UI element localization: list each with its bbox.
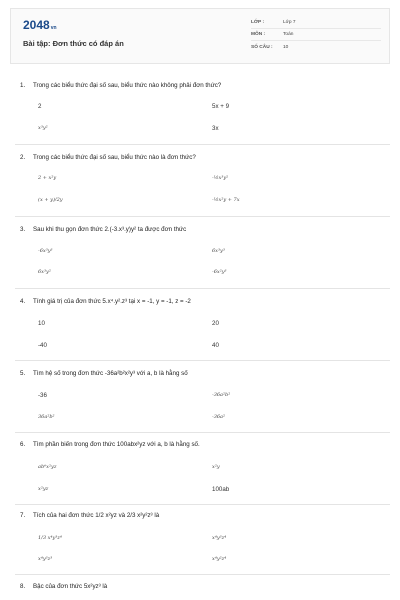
option-b[interactable]: -½x³y² — [212, 175, 229, 181]
option-a[interactable]: 10 — [38, 320, 45, 327]
question-divider — [15, 360, 390, 361]
option-c[interactable]: 6x³y² — [38, 269, 51, 275]
meta-key: LỚP : — [251, 20, 265, 25]
option-d[interactable]: 100ab — [212, 486, 230, 493]
question-text: Tìm phần biến trong đơn thức 100abx²yz với a, b là hằng số. — [33, 441, 200, 448]
option-b[interactable]: x⁴y³z⁴ — [212, 535, 227, 541]
question-3 — [20, 225, 390, 234]
question-2 — [20, 153, 390, 162]
option-c[interactable]: 36a²b² — [38, 414, 55, 420]
logo-suffix: vn — [50, 25, 57, 31]
question-number: 5. — [20, 370, 26, 377]
meta-key: SỐ CÂU : — [251, 44, 273, 50]
question-number: 6. — [20, 441, 26, 448]
question-1 — [20, 81, 390, 90]
meta-value: Toán — [283, 32, 294, 37]
option-b[interactable]: 20 — [212, 320, 219, 327]
option-d[interactable]: 3x — [212, 125, 219, 132]
option-d[interactable]: -½x²y + 7x — [212, 197, 240, 203]
question-number: 2. — [20, 154, 26, 161]
question-text: Bậc của đơn thức 5x²yz³ là — [33, 583, 108, 590]
option-c[interactable]: -40 — [38, 342, 47, 349]
question-5 — [20, 369, 390, 378]
option-d[interactable]: 40 — [212, 342, 219, 349]
question-text: Trong các biểu thức đại số sau, biểu thức nào không phải đơn thức? — [33, 82, 222, 89]
question-number: 4. — [20, 298, 26, 305]
option-b[interactable]: x²y — [212, 464, 220, 470]
logo-text: 2048 — [23, 18, 50, 32]
site-logo[interactable] — [23, 18, 57, 32]
option-b[interactable]: 5x + 9 — [212, 103, 230, 110]
document-meta — [251, 17, 381, 53]
question-7 — [20, 511, 390, 520]
meta-key: MÔN : — [251, 32, 266, 37]
question-number: 7. — [20, 512, 26, 519]
option-c[interactable]: x⁴y³z³ — [38, 556, 53, 562]
meta-value: Lớp 7 — [283, 20, 296, 25]
question-8 — [20, 582, 390, 591]
option-d[interactable]: -36a² — [212, 414, 226, 420]
option-a[interactable]: 2 + x²y — [38, 175, 57, 181]
meta-row-subject — [251, 29, 381, 41]
option-d[interactable]: -6x²y³ — [212, 269, 227, 275]
question-divider — [15, 144, 390, 145]
document-header — [10, 8, 390, 64]
question-divider — [15, 288, 390, 289]
meta-row-class — [251, 17, 381, 29]
question-text: Tìm hệ số trong đơn thức -36a²b²x²y³ với a, b là hằng số — [33, 370, 188, 377]
document-title: Bài tập: Đơn thức có đáp án — [23, 39, 124, 48]
question-divider — [15, 216, 390, 217]
question-text: Sau khi thu gọn đơn thức 2.(-3.x³.y)y² ta được đơn thức — [33, 226, 187, 233]
option-a[interactable]: -36 — [38, 392, 47, 399]
question-number: 8. — [20, 583, 26, 590]
option-b[interactable]: -36a²b² — [212, 392, 231, 398]
option-c[interactable]: (x + y)/2y — [38, 197, 63, 203]
option-d[interactable]: x⁴y²z⁴ — [212, 556, 227, 562]
option-a[interactable]: 1/3 x⁴y³z⁴ — [38, 535, 62, 541]
meta-row-count — [251, 41, 381, 53]
question-number: 3. — [20, 226, 26, 233]
option-a[interactable]: -6x³y³ — [38, 248, 53, 254]
question-4 — [20, 297, 390, 306]
option-c[interactable]: x²yz — [38, 486, 49, 492]
option-c[interactable]: x³y² — [38, 125, 48, 131]
question-text: Tích của hai đơn thức 1/2 x²yz và 2/3 x²y²z³ là — [33, 512, 160, 519]
question-text: Trong các biểu thức đại số sau, biểu thức nào là đơn thức? — [33, 154, 196, 161]
question-divider — [15, 432, 390, 433]
option-b[interactable]: 6x³y³ — [212, 248, 225, 254]
question-divider — [15, 574, 390, 575]
option-a[interactable]: ab⁶x²yz — [38, 464, 57, 470]
option-a[interactable]: 2 — [38, 103, 42, 110]
meta-value: 10 — [283, 44, 289, 50]
question-6 — [20, 440, 390, 449]
question-number: 1. — [20, 82, 26, 89]
question-text: Tính giá trị của đơn thức 5.x⁴.y².z³ tại x = -1, y = -1, z = -2 — [33, 298, 191, 305]
question-divider — [15, 504, 390, 505]
